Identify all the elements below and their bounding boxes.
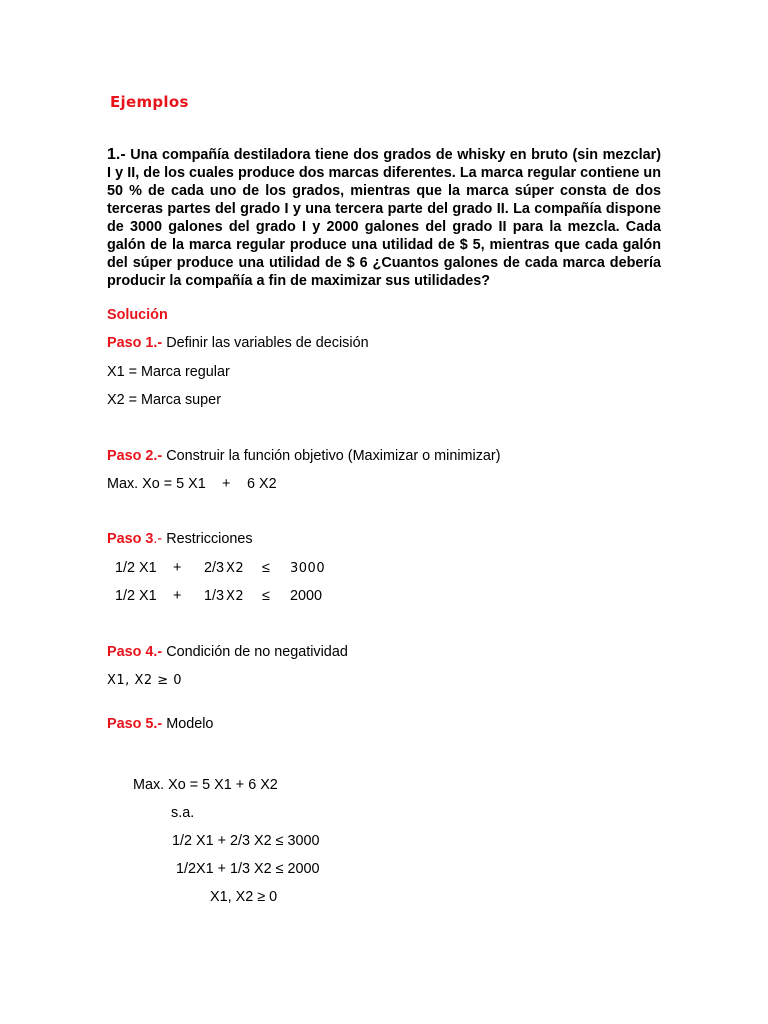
model-objective: Max. Xo = 5 X1 + 6 X2 — [133, 777, 278, 793]
problem-text: Una compañía destiladora tiene dos grados de whisky en bruto (sin mezclar) I y II, de los cuales produce dos marcas diferentes. La marca regular contiene un 50 % de cada uno de los grados, mientras que la marca súper consta de dos terceras partes del grado I y una tercera parte del grado II. La compañía dispone de 3000 galones del grado I y 2000 galones del grado II para la mezcla. Cada galón de la marca regular produce una utilidad de $ 5, mientras que cada galón del súper produce una utilidad de $ 6 ¿Cuantos galones de cada marca debería producir la compañía a fin de maximizar sus utilidades? — [107, 147, 661, 289]
paso2-text: Construir la función objetivo (Maximizar o minimizar) — [166, 448, 501, 464]
constraint1-var: X2 — [226, 561, 245, 576]
model-constraint-1: 1/2 X1 + 2/3 X2 ≤ 3000 — [172, 833, 320, 849]
constraint1-rhs: 3000 — [290, 561, 326, 576]
paso3-text: Restricciones — [166, 531, 253, 547]
paso2-line — [107, 448, 500, 464]
model-constraint-2: 1/2X1 + 1/3 X2 ≤ 2000 — [176, 861, 320, 877]
constraint2-op: + — [173, 588, 182, 604]
page-heading: Ejemplos — [110, 93, 189, 111]
constraint1-a: 1/2 X1 — [115, 560, 157, 576]
constraint2-b: 1/3 — [204, 588, 225, 604]
constraint1-op: + — [173, 560, 182, 576]
variable-x1: X1 = Marca regular — [107, 364, 230, 380]
objective-prefix: Max. Xo = 5 X1 — [107, 476, 206, 492]
constraint2-rhs: 2000 — [290, 588, 323, 604]
paso3-label-suffix: .- — [153, 531, 163, 547]
paso4-line — [107, 644, 348, 660]
nonnegativity-condition: X1, X2 ≥ 0 — [107, 673, 183, 688]
solution-label: Solución — [107, 307, 168, 323]
problem-statement — [107, 146, 661, 290]
constraint1-b: 2/3 — [204, 560, 225, 576]
constraint2-rel: ≤ — [262, 588, 270, 604]
objective-term2: 6 X2 — [247, 476, 277, 492]
constraint1-rel: ≤ — [262, 560, 270, 576]
paso1-text: Definir las variables de decisión — [166, 335, 369, 351]
paso1-line — [107, 335, 369, 351]
paso1-label: Paso 1.- — [107, 335, 163, 351]
model-subject-to: s.a. — [171, 805, 195, 821]
paso5-text: Modelo — [166, 716, 214, 732]
constraint2-a: 1/2 X1 — [115, 588, 157, 604]
model-nonnegativity: X1, X2 ≥ 0 — [210, 889, 278, 905]
paso4-text: Condición de no negatividad — [166, 644, 348, 660]
variable-x2: X2 = Marca super — [107, 392, 221, 408]
paso2-label: Paso 2.- — [107, 448, 163, 464]
paso5-label: Paso 5.- — [107, 716, 163, 732]
problem-number: 1.- — [107, 146, 126, 163]
paso4-label: Paso 4.- — [107, 644, 163, 660]
objective-plus: + — [222, 476, 231, 492]
paso3-label: Paso 3 — [107, 531, 154, 547]
paso3-line — [107, 531, 253, 547]
constraint2-var: X2 — [226, 589, 245, 604]
paso5-line — [107, 716, 213, 732]
